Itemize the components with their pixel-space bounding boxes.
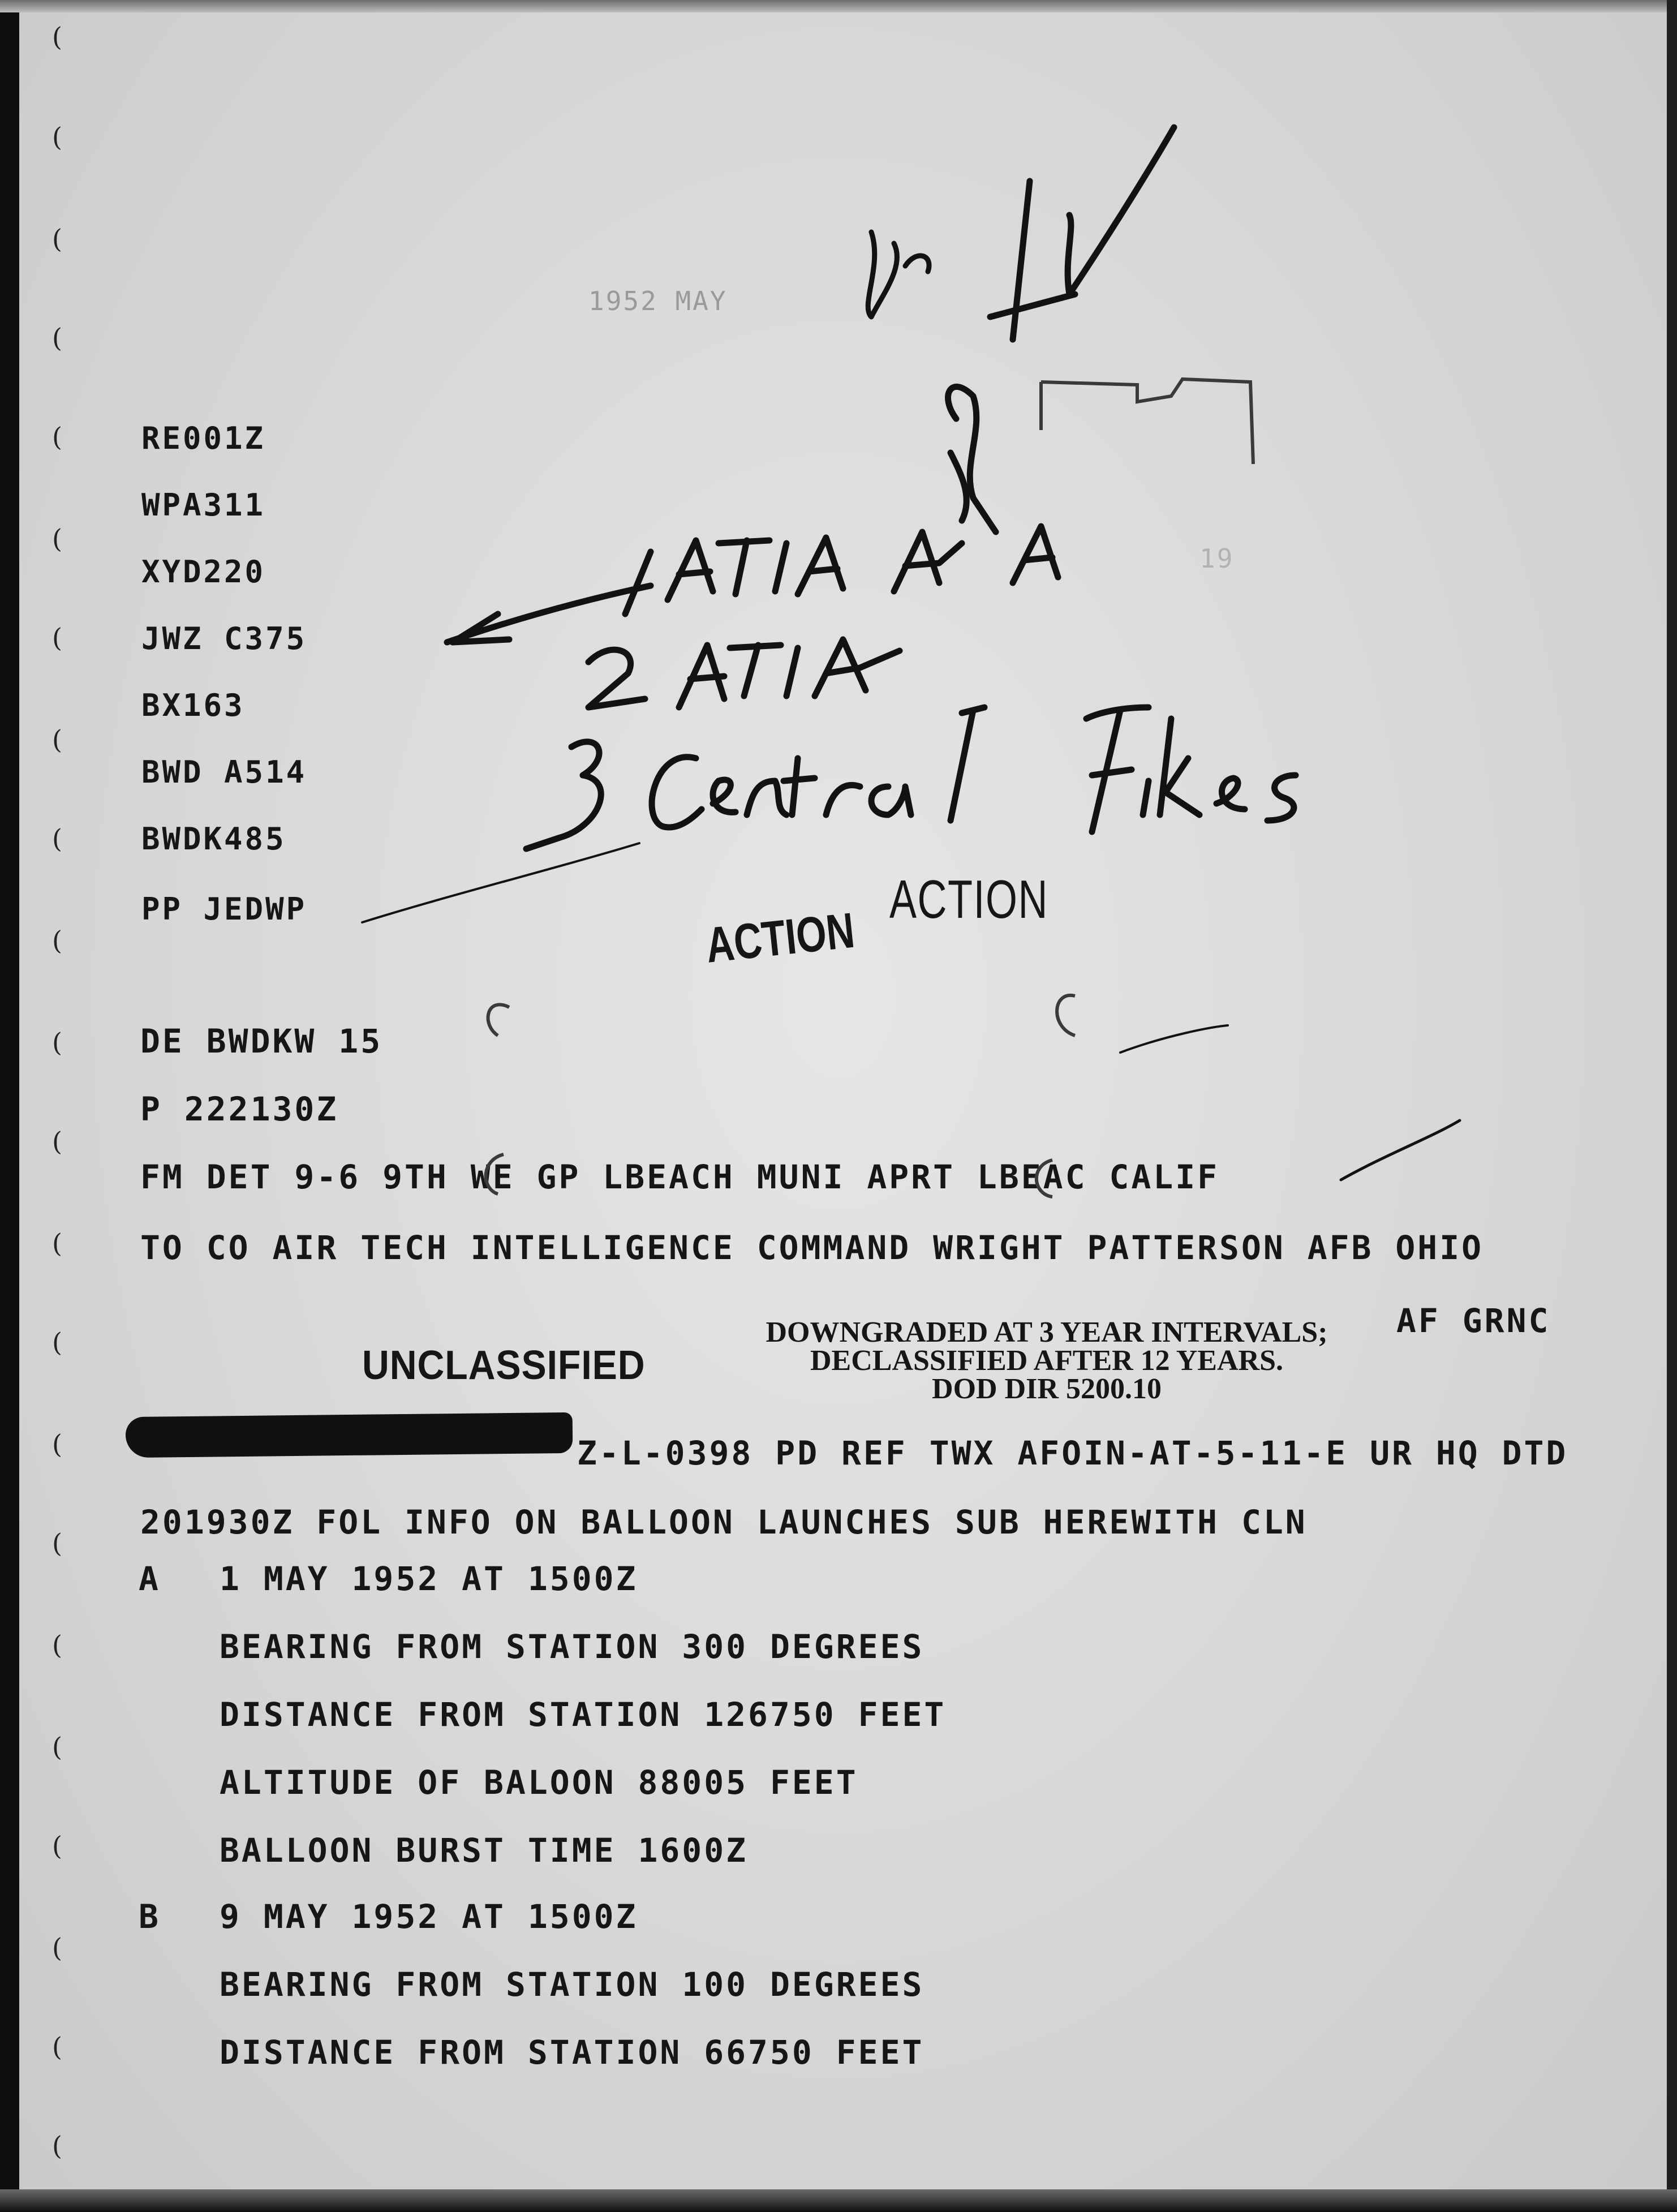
handwritten-3	[526, 742, 601, 849]
feed-hole: (	[52, 2031, 62, 2062]
handwritten-files	[1267, 775, 1296, 821]
feed-hole: (	[52, 1831, 62, 1861]
handwritten-central	[652, 757, 702, 827]
routing-line: BX163	[141, 688, 245, 723]
handwritten-atia	[730, 645, 781, 696]
feed-hole: (	[52, 1528, 62, 1558]
feed-hole: (	[52, 1327, 62, 1358]
handwritten-atiaa	[798, 538, 843, 594]
feed-hole: (	[52, 925, 62, 956]
launch-bearing: BEARING FROM STATION 300 DEGREES	[220, 1627, 924, 1666]
launch-distance: DISTANCE FROM STATION 126750 FEET	[220, 1695, 947, 1734]
routing-line: BWD A514	[141, 754, 307, 790]
handwritten-atia	[815, 639, 900, 696]
routing-line: XYD220	[141, 554, 266, 590]
feed-hole: (	[52, 224, 62, 254]
downgrade-stamp	[741, 1318, 1352, 1403]
feed-mark	[488, 1004, 509, 1036]
feed-hole: (	[52, 1429, 62, 1459]
faint-box-stamp	[1041, 379, 1253, 464]
handwritten-central	[871, 787, 911, 815]
initials-scribble	[868, 232, 929, 317]
atic-stroke	[1068, 127, 1174, 294]
atic-stroke	[951, 453, 966, 521]
handwritten-atia	[679, 645, 724, 707]
routing-arrow	[447, 586, 651, 642]
af-grnc-marking: AF GRNC	[1396, 1302, 1551, 1340]
downgrade-line: DECLASSIFIED AFTER 12 YEARS.	[810, 1345, 1284, 1377]
feed-hole: (	[52, 724, 62, 755]
header-from: FM DET 9-6 9TH WE GP LBEACH MUNI APRT LBEAC CALIF	[140, 1158, 1220, 1196]
handwritten-atiaa	[719, 540, 769, 594]
launch-date: 9 MAY 1952 AT 1500Z	[220, 1897, 638, 1936]
feed-hole: (	[52, 323, 62, 353]
unclassified-stamp: UNCLASSIFIED	[362, 1343, 646, 1388]
info-line: 201930Z FOL INFO ON BALLOON LAUNCHES SUB HEREWITH CLN	[140, 1503, 1308, 1541]
feed-hole: (	[52, 122, 62, 152]
handwritten-central	[747, 781, 786, 815]
feed-hole: (	[52, 1932, 62, 1963]
feed-hole: (	[52, 523, 62, 554]
handwritten-1	[625, 552, 651, 614]
pen-stroke	[1341, 1120, 1460, 1180]
downgrade-line: DOWNGRADED AT 3 YEAR INTERVALS;	[766, 1316, 1328, 1348]
received-number-faint: 19	[1199, 543, 1235, 574]
handwritten-central	[951, 707, 984, 821]
handwritten-files	[1160, 719, 1199, 815]
received-stamp-faint: 1952 MAY	[588, 286, 728, 316]
launch-label: A	[139, 1560, 158, 1598]
handwritten-atiaa	[1013, 526, 1058, 583]
header-de: DE BWDKW 15	[140, 1022, 383, 1060]
handwritten-files	[1086, 707, 1149, 832]
feed-hole: (	[52, 1732, 62, 1762]
feed-hole: (	[52, 1126, 62, 1157]
routing-line: RE001Z	[141, 420, 266, 456]
handwritten-atiaa	[894, 532, 962, 591]
atic-stroke	[948, 386, 996, 532]
downgrade-line: DOD DIR 5200.10	[932, 1373, 1162, 1405]
feed-hole: (	[52, 1228, 62, 1259]
header-to: TO CO AIR TECH INTELLIGENCE COMMAND WRIGHT PATTERSON AFB OHIO	[140, 1229, 1484, 1267]
handwritten-central	[784, 758, 815, 815]
feed-hole: (	[52, 2131, 62, 2161]
launch-bearing: BEARING FROM STATION 100 DEGREES	[220, 1965, 924, 2004]
routing-line: JWZ C375	[141, 621, 307, 656]
feed-hole: (	[52, 1630, 62, 1660]
atic-stroke	[1013, 181, 1030, 340]
action-stamp: ACTION	[889, 869, 1049, 930]
feed-hole: (	[52, 1027, 62, 1058]
scan-top-edge	[0, 0, 1677, 12]
feed-mark	[1057, 995, 1075, 1036]
launch-label: B	[139, 1897, 158, 1936]
action-stamp-rotated: ACTION	[703, 901, 857, 973]
handwritten-atia	[786, 648, 798, 696]
routing-line: PP JEDWP	[141, 891, 307, 927]
pen-stroke	[362, 843, 639, 922]
feed-hole: (	[52, 22, 62, 52]
feed-hole: (	[52, 422, 62, 452]
handwritten-2	[588, 650, 645, 707]
handwritten-files	[1143, 781, 1149, 815]
handwritten-central	[826, 785, 860, 815]
handwritten-atiaa	[668, 540, 713, 600]
routing-line: BWDK485	[141, 821, 286, 857]
routing-line: WPA311	[141, 487, 266, 523]
atic-stroke	[990, 294, 1075, 317]
scan-right-edge	[1667, 0, 1677, 2212]
handwritten-central	[713, 780, 736, 812]
redaction-bar	[126, 1412, 573, 1458]
launch-burst-time: BALLOON BURST TIME 1600Z	[220, 1831, 749, 1870]
feed-hole: (	[52, 622, 62, 653]
launch-altitude: ALTITUDE OF BALOON 88005 FEET	[220, 1763, 858, 1802]
scan-bottom-edge	[0, 2189, 1677, 2212]
handwritten-atiaa	[775, 543, 786, 591]
handwritten-files	[1216, 778, 1245, 809]
launch-date: 1 MAY 1952 AT 1500Z	[220, 1560, 638, 1598]
scan-left-edge	[0, 0, 19, 2212]
pen-stroke	[1120, 1025, 1228, 1053]
header-precedence: P 222130Z	[140, 1090, 339, 1128]
launch-distance: DISTANCE FROM STATION 66750 FEET	[220, 2033, 924, 2072]
reference-line: Z-L-0398 PD REF TWX AFOIN-AT-5-11-E UR HQ DTD	[577, 1434, 1568, 1472]
feed-hole: (	[52, 823, 62, 854]
